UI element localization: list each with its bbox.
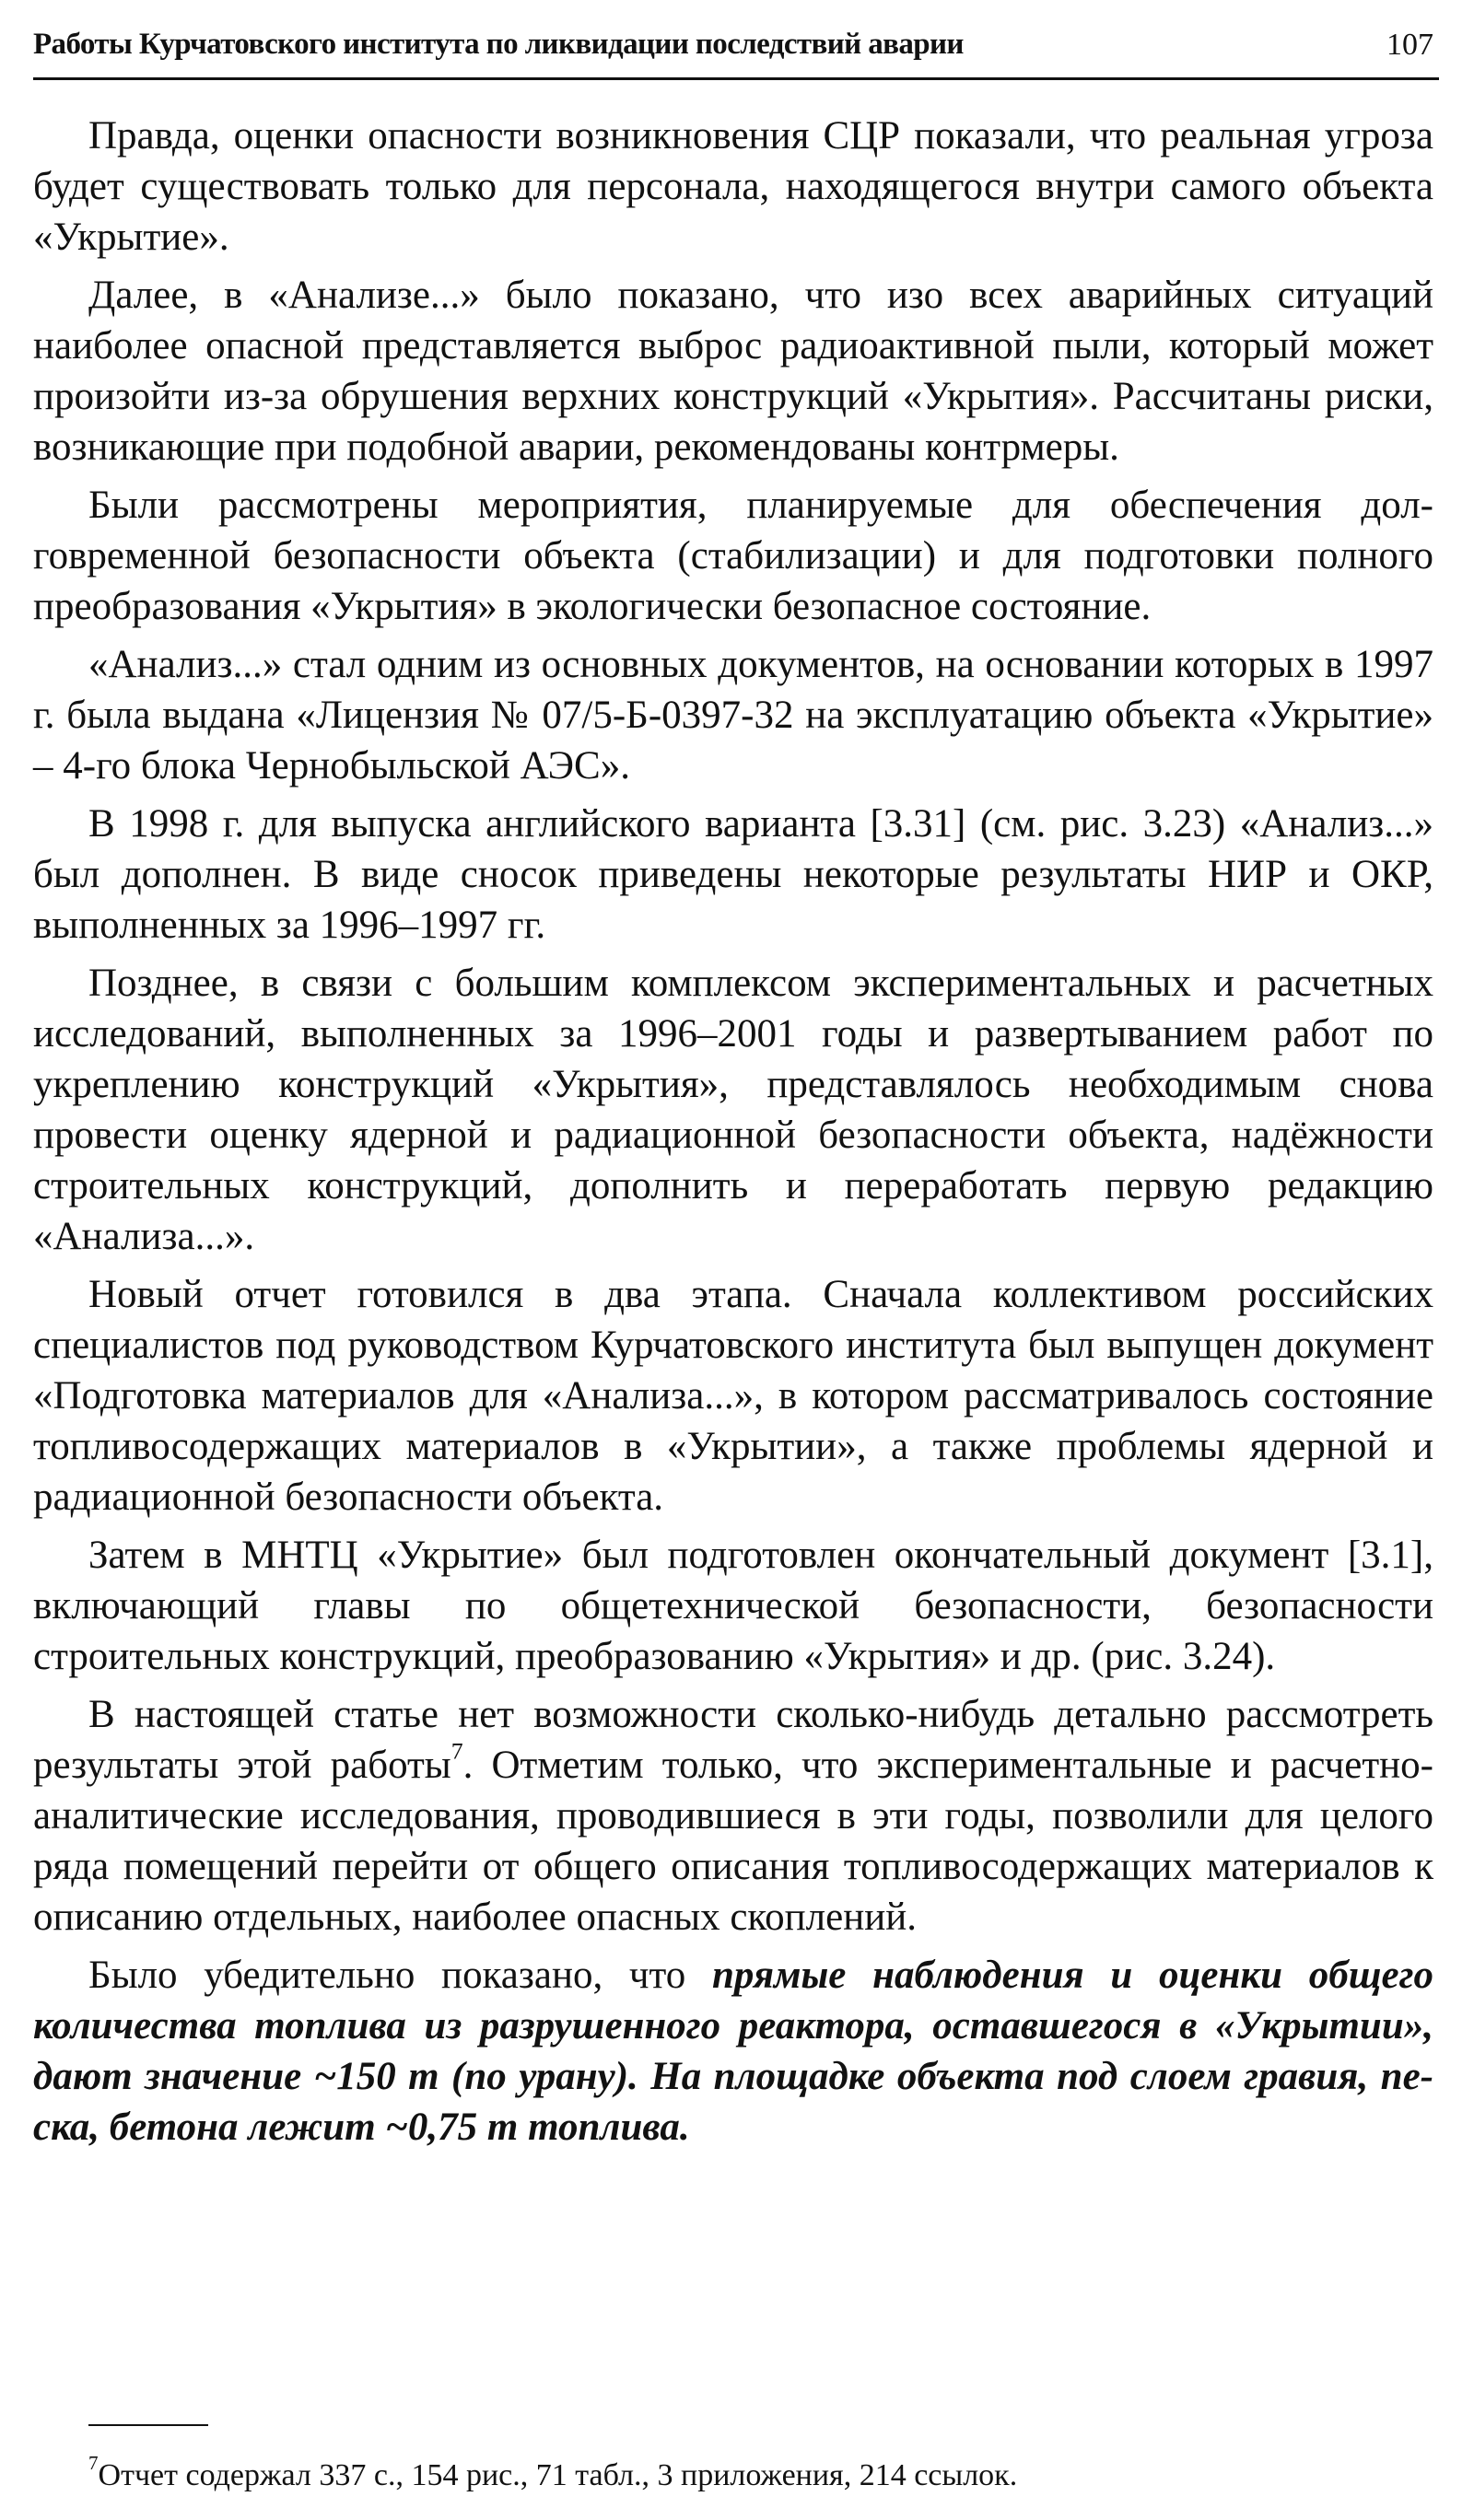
running-header-title: Работы Курчатовского института по ликвидации последствий аварии [33,28,964,61]
footnote [88,2452,1415,2494]
paragraph-4: «Анализ...» стал одним из основных документов, на основании которых в 1997 г. была выдана «Лицензия № 07/5-Б-0397-32 на эксплуатацию объекта «Укрытие» – 4-го блока Чернобыльской АЭС». [33,643,1433,788]
page-number: 107 [1386,28,1433,62]
body-text [33,111,1433,2160]
footnote-rule [88,2424,208,2426]
footnote-mark: 7 [88,2452,99,2475]
paragraph-8: Затем в МНТЦ «Укрытие» был подготовлен окончательный документ [3.1], включающий главы по общетехнической безопасности, безопасности строительных конструкций, преобразованию «Укрытия» и др. (рис. 3.24). [33,1534,1433,1678]
paragraph-9-continuation: . Отметим только, что экспериментальные и расчетно-аналитические исследования, проводившиеся в эти годы, позволили для целого ряда помещений перейти от общего описания топливосодержащих материалов к описанию отдельных, наиболее опасных скоплений. [33,1744,1433,1939]
paragraph-5: В 1998 г. для выпуска английского варианта [3.31] (см. рис. 3.23) «Анализ...» был дополнен. В виде сносок приведены некоторые результаты НИР и ОКР, выполненных за 1996–1997 гг. [33,802,1433,947]
paragraph-10-text: Было убедительно показано, что [88,1954,712,1997]
paragraph-7: Новый отчет готовился в два этапа. Сначала коллективом российских специалистов под руководством Курчатовского института был выпущен документ «Подготовка материалов для «Анализа...», в котором рассматривалось состояние топливосодержащих материалов в «Укрытии», а также проблемы ядерной и радиационной безопасности объекта. [33,1273,1433,1519]
paragraph-1: Правда, оценки опасности возникновения СЦР показали, что реальная угроза будет существовать только для персонала, находящегося внутри самого объекта «Укрытие». [33,114,1433,259]
emphasized-conclusion: прямые наблюдения и оценки общего количества топлива из разрушенного реактора, оставшегося в «Укрытии», дают значение ~150 т (по урану). На площадке объекта под слоем гравия, песка, бетона лежит ~0,75 т топлива. [33,1954,1433,2149]
paragraph-2: Далее, в «Анализе...» было показано, что изо всех аварийных ситуаций наиболее опасной представляется выброс радиоактивной пыли, который может произойти из-за обрушения верхних конструкций «Укрытия». Рассчитаны риски, возникающие при подобной аварии, рекомендованы контрмеры. [33,274,1433,469]
paragraph-6: Позднее, в связи с большим комплексом экспериментальных и расчетных исследований, выполненных за 1996–2001 годы и развертыванием работ по укреплению конструкций «Укрытия», представлялось необходимым снова провести оценку ядерной и радиационной безопасности объекта, надёжности строительных конструкций, дополнить и переработать первую редакцию «Анализа...». [33,962,1433,1258]
paragraph-10 [33,1950,1433,2152]
footnote-text: Отчет содержал 337 с., 154 рис., 71 табл., 3 приложения, 214 ссылок. [98,2458,1018,2492]
header-rule [33,77,1439,80]
paragraph-9 [33,1689,1433,1942]
paragraph-3: Были рассмотрены мероприятия, планируемые для обеспечения долговременной безопасности объекта (стабилизации) и для подготовки полного преобразования «Укрытия» в экологически безопасное состояние. [33,484,1433,628]
footnote-reference: 7 [450,1737,463,1765]
paragraph-9-text: В настоящей статье нет возможности сколько-нибудь детально рассмотреть результаты этой работы [33,1693,1433,1787]
book-page [33,0,1439,2520]
running-header [33,24,1439,76]
